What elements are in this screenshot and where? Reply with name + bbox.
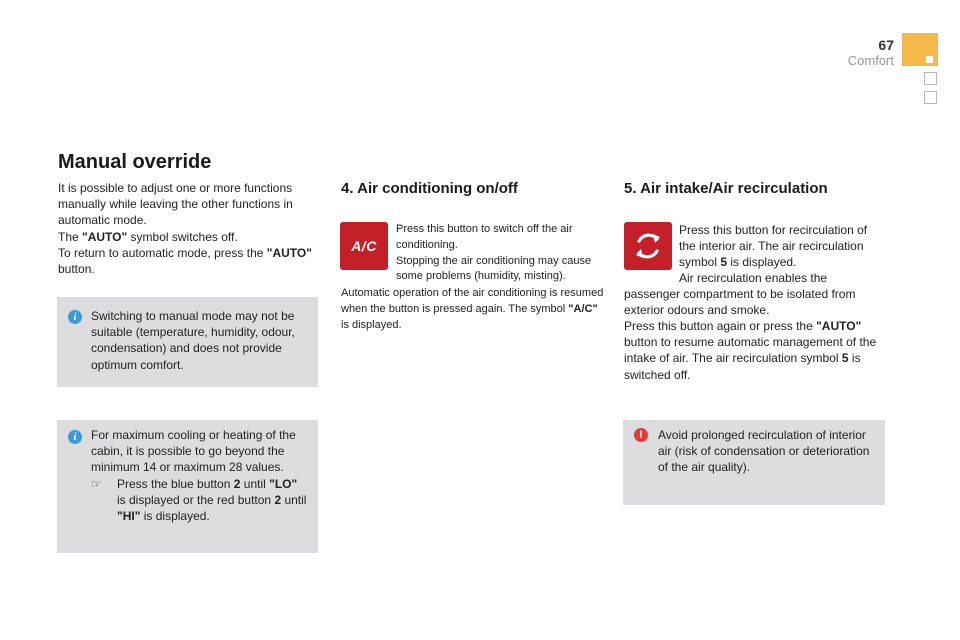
- info-para: For maximum cooling or heating of the cabin, it is possible to go beyond the minimum 14 or maximum 28 values.: [91, 428, 296, 475]
- manual-override-para: It is possible to adjust one or more functions manually while leaving the other functions in automatic mode.: [58, 181, 293, 228]
- button-ref: 2: [274, 492, 282, 507]
- ac-button-image: [340, 222, 388, 270]
- text-run: Automatic operation of the air conditioning is resumed when the button is pressed again. The symbol: [341, 287, 604, 315]
- auto-symbol: "AUTO": [816, 319, 862, 333]
- page-header: [848, 38, 894, 68]
- text-run: symbol switches off.: [127, 229, 238, 244]
- text-run: is displayed.: [341, 318, 402, 331]
- text-run: is switched off.: [624, 351, 861, 382]
- recirculation-icon: [631, 229, 665, 263]
- auto-symbol: "AUTO": [82, 229, 128, 244]
- manual-override-auto-line: [58, 229, 320, 245]
- arrow-bullet-icon: ☞: [91, 476, 102, 491]
- warning-box-recirculation: [623, 420, 885, 505]
- symbol-ref: 5: [720, 255, 728, 270]
- ac-para-1: Press this button to switch off the air conditioning.: [396, 223, 573, 251]
- text-run: is displayed.: [140, 509, 210, 524]
- text-run: is displayed or the red button: [117, 492, 275, 507]
- text-run: The: [58, 229, 83, 244]
- info-bullet-cont: [91, 508, 313, 524]
- section-tab-empty: [924, 91, 937, 104]
- info-icon: i: [68, 310, 82, 324]
- section-tab-active: [902, 33, 938, 66]
- recirc-text-top: [679, 222, 887, 271]
- hi-symbol: "HI": [117, 509, 141, 524]
- text-run: button to resume automatic management of the intake of air. The air recirculation symbol: [624, 335, 877, 366]
- lo-symbol: "LO": [269, 476, 298, 491]
- info-bullet-cont: [91, 492, 313, 508]
- info-box-manual-mode: [57, 297, 318, 387]
- tab-marker-icon: [926, 56, 933, 63]
- info-text: Switching to manual mode may not be suitable (temperature, humidity, odour, condensation) and does not provide optimum comfort.: [91, 309, 295, 372]
- recirc-para-2: Air recirculation enables the passenger compartment to be isolated from exterior odours and smoke.: [624, 271, 856, 318]
- recirc-button-image: [624, 222, 672, 270]
- ac-symbol: "A/C": [568, 302, 598, 315]
- ac-heading: 4. Air conditioning on/off: [341, 180, 518, 197]
- symbol-ref: 5: [841, 351, 849, 366]
- button-ref: 2: [233, 476, 241, 491]
- ac-button-label: A/C: [351, 238, 377, 254]
- text-run: To return to automatic mode, press the: [58, 245, 267, 260]
- text-run: Press this button for recirculation of the interior air. The air recirculation symbol: [679, 223, 868, 270]
- recirc-para-3: [624, 318, 886, 383]
- page-number: 67: [878, 37, 894, 53]
- info-box-max-cooling: [57, 420, 318, 553]
- text-run: is displayed.: [727, 255, 797, 270]
- manual-override-text: [58, 180, 320, 277]
- text-run: button.: [58, 262, 95, 277]
- text-run: until: [281, 492, 307, 507]
- manual-override-heading: Manual override: [58, 151, 212, 173]
- warning-text: Avoid prolonged recirculation of interior air (risk of condensation or deterioration of the air quality).: [658, 428, 870, 475]
- manual-override-return-line: [58, 245, 320, 277]
- recirc-heading: 5. Air intake/Air recirculation: [624, 180, 828, 197]
- ac-para-2: Stopping the air conditioning may cause some problems (humidity, misting).: [396, 254, 592, 283]
- text-run: until: [240, 476, 270, 491]
- warning-icon: !: [634, 428, 648, 442]
- text-run: Press the blue button: [117, 476, 234, 491]
- section-tab-empty: [924, 72, 937, 85]
- text-run: Press this button again or press the: [624, 319, 817, 333]
- info-bullet: [91, 476, 313, 492]
- info-text-max-cooling: [91, 427, 313, 524]
- section-title: Comfort: [847, 53, 894, 68]
- ac-text-top: [396, 222, 608, 285]
- ac-text-bottom: [341, 286, 607, 333]
- auto-symbol: "AUTO": [266, 245, 312, 260]
- info-icon: i: [68, 430, 82, 444]
